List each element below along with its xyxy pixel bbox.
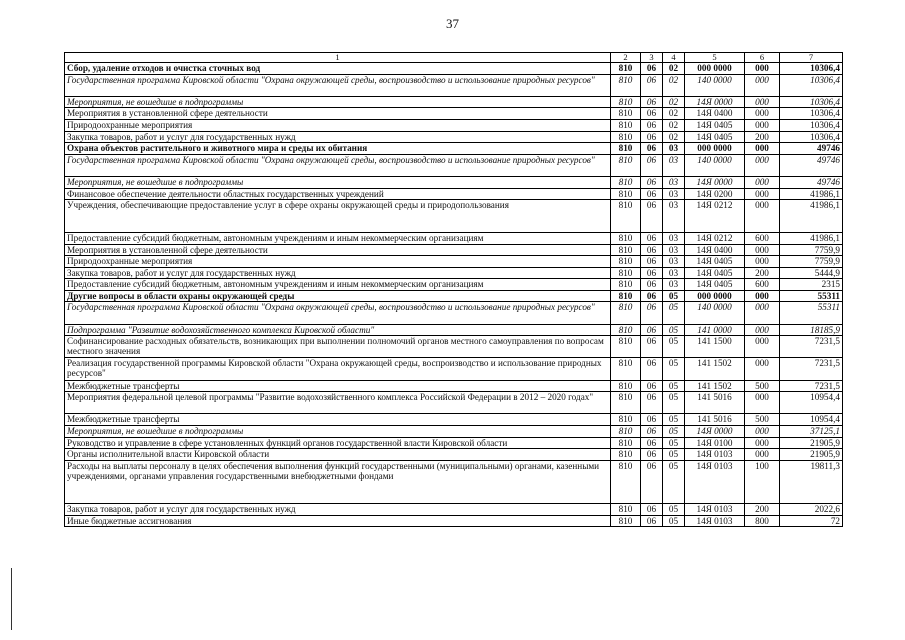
amount-cell: 19811,3	[780, 460, 843, 503]
code-gr-cell: 810	[611, 449, 641, 461]
row-label-cell: Мероприятия федеральной целевой программы "Развитие водохозяйственного комплекса Российской Федерации в 2012 – 2020 годах"	[65, 392, 611, 414]
code-vr-cell: 000	[745, 188, 780, 200]
row-label-cell: Предоставление субсидий бюджетным, автономным учреждениям и иным некоммерческим организациям	[65, 232, 611, 244]
code-rz-cell: 06	[641, 244, 663, 256]
code-rz-cell: 06	[641, 267, 663, 279]
row-label-cell: Мероприятия, не вошедшие в подпрограммы	[65, 96, 611, 108]
code-rz-cell: 06	[641, 324, 663, 336]
header-col-2: 2	[611, 53, 641, 63]
code-rz-cell: 06	[641, 200, 663, 233]
amount-cell: 55311	[780, 290, 843, 302]
code-gr-cell: 810	[611, 256, 641, 268]
amount-cell: 41986,1	[780, 232, 843, 244]
code-csr-cell: 141 1500	[685, 336, 745, 358]
amount-cell: 55311	[780, 302, 843, 324]
code-gr-cell: 810	[611, 414, 641, 426]
code-gr-cell: 810	[611, 302, 641, 324]
table-row	[65, 131, 843, 143]
code-pr-cell: 05	[663, 336, 685, 358]
header-col-3: 3	[641, 53, 663, 63]
code-csr-cell: 14Я 0405	[685, 131, 745, 143]
code-pr-cell: 02	[663, 119, 685, 131]
amount-cell: 10306,4	[780, 63, 843, 75]
table-row	[65, 256, 843, 268]
row-label-cell: Межбюджетные трансферты	[65, 414, 611, 426]
amount-cell: 49746	[780, 143, 843, 155]
code-csr-cell: 000 0000	[685, 290, 745, 302]
code-rz-cell: 06	[641, 119, 663, 131]
code-vr-cell: 600	[745, 279, 780, 291]
amount-cell: 5444,9	[780, 267, 843, 279]
table-row	[65, 290, 843, 302]
row-label-cell: Другие вопросы в области охраны окружающей среды	[65, 290, 611, 302]
code-gr-cell: 810	[611, 131, 641, 143]
table-body	[65, 63, 843, 527]
code-pr-cell: 03	[663, 154, 685, 176]
code-pr-cell: 05	[663, 504, 685, 516]
code-vr-cell: 000	[745, 176, 780, 188]
amount-cell: 2022,6	[780, 504, 843, 516]
code-pr-cell: 02	[663, 131, 685, 143]
code-vr-cell: 200	[745, 504, 780, 516]
code-vr-cell: 000	[745, 119, 780, 131]
table-row	[65, 232, 843, 244]
code-pr-cell: 05	[663, 449, 685, 461]
code-pr-cell: 05	[663, 324, 685, 336]
row-label-cell: Закупка товаров, работ и услуг для государственных нужд	[65, 504, 611, 516]
table-row	[65, 267, 843, 279]
table-row	[65, 437, 843, 449]
header-col-5: 5	[685, 53, 745, 63]
amount-cell: 49746	[780, 154, 843, 176]
code-csr-cell: 14Я 0000	[685, 176, 745, 188]
code-vr-cell: 000	[745, 63, 780, 75]
code-rz-cell: 06	[641, 279, 663, 291]
code-pr-cell: 02	[663, 63, 685, 75]
table-row	[65, 324, 843, 336]
code-vr-cell: 100	[745, 460, 780, 503]
code-csr-cell: 14Я 0103	[685, 449, 745, 461]
amount-cell: 10306,4	[780, 74, 843, 96]
code-gr-cell: 810	[611, 426, 641, 438]
amount-cell: 10306,4	[780, 131, 843, 143]
code-gr-cell: 810	[611, 336, 641, 358]
code-pr-cell: 03	[663, 244, 685, 256]
code-csr-cell: 14Я 0405	[685, 279, 745, 291]
code-pr-cell: 05	[663, 414, 685, 426]
table-row	[65, 380, 843, 392]
row-label-cell: Руководство и управление в сфере установленных функций органов государственной власти Кировской области	[65, 437, 611, 449]
code-gr-cell: 810	[611, 154, 641, 176]
code-vr-cell: 000	[745, 244, 780, 256]
code-csr-cell: 141 5016	[685, 414, 745, 426]
code-rz-cell: 06	[641, 154, 663, 176]
header-col-1: 1	[65, 53, 611, 63]
code-gr-cell: 810	[611, 324, 641, 336]
amount-cell: 7231,5	[780, 336, 843, 358]
row-label-cell: Сбор, удаление отходов и очистка сточных вод	[65, 63, 611, 75]
code-gr-cell: 810	[611, 437, 641, 449]
table-row	[65, 460, 843, 503]
code-rz-cell: 06	[641, 108, 663, 120]
code-rz-cell: 06	[641, 426, 663, 438]
code-vr-cell: 000	[745, 437, 780, 449]
row-label-cell: Софинансирование расходных обязательств, возникающих при выполнении полномочий органов местного самоуправления по вопросам местного значения	[65, 336, 611, 358]
code-vr-cell: 000	[745, 154, 780, 176]
code-gr-cell: 810	[611, 460, 641, 503]
budget-table	[64, 52, 843, 527]
code-pr-cell: 05	[663, 426, 685, 438]
row-label-cell: Реализация государственной программы Кировской области "Охрана окружающей среды, воспроизводство и использование природных ресурсов"	[65, 358, 611, 380]
code-rz-cell: 06	[641, 188, 663, 200]
code-vr-cell: 200	[745, 267, 780, 279]
code-pr-cell: 03	[663, 188, 685, 200]
table-row	[65, 63, 843, 75]
table-row	[65, 358, 843, 380]
code-csr-cell: 14Я 0103	[685, 460, 745, 503]
row-label-cell: Государственная программа Кировской области "Охрана окружающей среды, воспроизводство и использование природных ресурсов"	[65, 74, 611, 96]
code-rz-cell: 06	[641, 232, 663, 244]
row-label-cell: Охрана объектов растительного и животного мира и среды их обитания	[65, 143, 611, 155]
header-col-6: 6	[745, 53, 780, 63]
amount-cell: 10954,4	[780, 392, 843, 414]
code-pr-cell: 03	[663, 143, 685, 155]
code-gr-cell: 810	[611, 267, 641, 279]
code-csr-cell: 14Я 0103	[685, 504, 745, 516]
code-rz-cell: 06	[641, 392, 663, 414]
code-gr-cell: 810	[611, 108, 641, 120]
code-rz-cell: 06	[641, 380, 663, 392]
code-pr-cell: 02	[663, 96, 685, 108]
code-csr-cell: 140 0000	[685, 154, 745, 176]
amount-cell: 18185,9	[780, 324, 843, 336]
code-gr-cell: 810	[611, 358, 641, 380]
amount-cell: 7759,9	[780, 256, 843, 268]
code-rz-cell: 06	[641, 74, 663, 96]
code-csr-cell: 14Я 0405	[685, 256, 745, 268]
code-rz-cell: 06	[641, 460, 663, 503]
code-csr-cell: 141 0000	[685, 324, 745, 336]
code-pr-cell: 02	[663, 108, 685, 120]
code-pr-cell: 05	[663, 358, 685, 380]
code-gr-cell: 810	[611, 74, 641, 96]
margin-line	[11, 568, 12, 630]
table-row	[65, 302, 843, 324]
table-row	[65, 414, 843, 426]
table-row	[65, 244, 843, 256]
code-vr-cell: 000	[745, 108, 780, 120]
code-gr-cell: 810	[611, 504, 641, 516]
code-vr-cell: 800	[745, 515, 780, 527]
code-rz-cell: 06	[641, 290, 663, 302]
code-rz-cell: 06	[641, 515, 663, 527]
code-vr-cell: 000	[745, 290, 780, 302]
code-gr-cell: 810	[611, 279, 641, 291]
amount-cell: 49746	[780, 176, 843, 188]
row-label-cell: Мероприятия, не вошедшие в подпрограммы	[65, 426, 611, 438]
code-rz-cell: 06	[641, 449, 663, 461]
code-csr-cell: 14Я 0100	[685, 437, 745, 449]
table-row	[65, 392, 843, 414]
code-csr-cell: 140 0000	[685, 302, 745, 324]
code-csr-cell: 141 5016	[685, 392, 745, 414]
amount-cell: 41986,1	[780, 188, 843, 200]
code-vr-cell: 000	[745, 200, 780, 233]
code-vr-cell: 000	[745, 336, 780, 358]
amount-cell: 7231,5	[780, 380, 843, 392]
code-vr-cell: 000	[745, 143, 780, 155]
code-rz-cell: 06	[641, 143, 663, 155]
code-rz-cell: 06	[641, 302, 663, 324]
code-pr-cell: 05	[663, 460, 685, 503]
amount-cell: 72	[780, 515, 843, 527]
code-vr-cell: 000	[745, 449, 780, 461]
amount-cell: 37125,1	[780, 426, 843, 438]
code-csr-cell: 000 0000	[685, 63, 745, 75]
code-csr-cell: 141 1502	[685, 380, 745, 392]
code-vr-cell: 500	[745, 380, 780, 392]
code-vr-cell: 000	[745, 324, 780, 336]
row-label-cell: Закупка товаров, работ и услуг для государственных нужд	[65, 267, 611, 279]
code-pr-cell: 05	[663, 302, 685, 324]
row-label-cell: Расходы на выплаты персоналу в целях обеспечения выполнения функций государственными (муниципальными) органами, казенными учреждениями, органами управления государственными внебюджетными фондами	[65, 460, 611, 503]
table-row	[65, 336, 843, 358]
row-label-cell: Государственная программа Кировской области "Охрана окружающей среды, воспроизводство и использование природных ресурсов"	[65, 302, 611, 324]
code-pr-cell: 03	[663, 267, 685, 279]
table-row	[65, 143, 843, 155]
row-label-cell: Учреждения, обеспечивающие предоставление услуг в сфере охраны окружающей среды и природопользования	[65, 200, 611, 233]
code-gr-cell: 810	[611, 119, 641, 131]
table-row	[65, 279, 843, 291]
code-csr-cell: 14Я 0000	[685, 96, 745, 108]
code-csr-cell: 14Я 0200	[685, 188, 745, 200]
code-gr-cell: 810	[611, 63, 641, 75]
amount-cell: 10306,4	[780, 119, 843, 131]
code-pr-cell: 03	[663, 200, 685, 233]
code-gr-cell: 810	[611, 290, 641, 302]
table-row	[65, 504, 843, 516]
code-rz-cell: 06	[641, 504, 663, 516]
code-csr-cell: 14Я 0212	[685, 232, 745, 244]
row-label-cell: Закупка товаров, работ и услуг для государственных нужд	[65, 131, 611, 143]
code-csr-cell: 14Я 0212	[685, 200, 745, 233]
code-gr-cell: 810	[611, 515, 641, 527]
code-gr-cell: 810	[611, 232, 641, 244]
code-vr-cell: 000	[745, 74, 780, 96]
code-rz-cell: 06	[641, 414, 663, 426]
row-label-cell: Мероприятия в установленной сфере деятельности	[65, 244, 611, 256]
code-vr-cell: 000	[745, 302, 780, 324]
table-row	[65, 119, 843, 131]
code-rz-cell: 06	[641, 358, 663, 380]
code-pr-cell: 05	[663, 392, 685, 414]
row-label-cell: Предоставление субсидий бюджетным, автономным учреждениям и иным некоммерческим организациям	[65, 279, 611, 291]
code-rz-cell: 06	[641, 336, 663, 358]
code-pr-cell: 03	[663, 256, 685, 268]
table-row	[65, 188, 843, 200]
code-csr-cell: 14Я 0400	[685, 244, 745, 256]
code-vr-cell: 000	[745, 358, 780, 380]
table-row	[65, 96, 843, 108]
code-pr-cell: 02	[663, 74, 685, 96]
code-gr-cell: 810	[611, 96, 641, 108]
row-label-cell: Межбюджетные трансферты	[65, 380, 611, 392]
table-row	[65, 449, 843, 461]
code-pr-cell: 05	[663, 380, 685, 392]
code-rz-cell: 06	[641, 176, 663, 188]
code-rz-cell: 06	[641, 256, 663, 268]
row-label-cell: Мероприятия в установленной сфере деятельности	[65, 108, 611, 120]
code-pr-cell: 03	[663, 176, 685, 188]
code-vr-cell: 000	[745, 256, 780, 268]
amount-cell: 21905,9	[780, 437, 843, 449]
amount-cell: 21905,9	[780, 449, 843, 461]
table-row	[65, 108, 843, 120]
code-csr-cell: 141 1502	[685, 358, 745, 380]
code-vr-cell: 000	[745, 96, 780, 108]
row-label-cell: Органы исполнительной власти Кировской области	[65, 449, 611, 461]
code-gr-cell: 810	[611, 143, 641, 155]
row-label-cell: Мероприятия, не вошедшие в подпрограммы	[65, 176, 611, 188]
code-rz-cell: 06	[641, 437, 663, 449]
code-csr-cell: 14Я 0000	[685, 426, 745, 438]
row-label-cell: Подпрограмма "Развитие водохозяйственного комплекса Кировской области"	[65, 324, 611, 336]
code-vr-cell: 600	[745, 232, 780, 244]
row-label-cell: Государственная программа Кировской области "Охрана окружающей среды, воспроизводство и использование природных ресурсов"	[65, 154, 611, 176]
code-csr-cell: 14Я 0405	[685, 267, 745, 279]
code-vr-cell: 200	[745, 131, 780, 143]
page-number: 37	[446, 16, 459, 31]
code-csr-cell: 14Я 0103	[685, 515, 745, 527]
row-label-cell: Природоохранные мероприятия	[65, 119, 611, 131]
table-header-row	[65, 53, 843, 63]
code-csr-cell: 14Я 0400	[685, 108, 745, 120]
code-pr-cell: 03	[663, 279, 685, 291]
code-rz-cell: 06	[641, 131, 663, 143]
table-row	[65, 154, 843, 176]
code-gr-cell: 810	[611, 380, 641, 392]
code-csr-cell: 000 0000	[685, 143, 745, 155]
code-vr-cell: 000	[745, 392, 780, 414]
code-pr-cell: 05	[663, 437, 685, 449]
amount-cell: 10306,4	[780, 96, 843, 108]
code-gr-cell: 810	[611, 200, 641, 233]
code-pr-cell: 03	[663, 232, 685, 244]
code-gr-cell: 810	[611, 188, 641, 200]
amount-cell: 7231,5	[780, 358, 843, 380]
table-row	[65, 74, 843, 96]
amount-cell: 10954,4	[780, 414, 843, 426]
code-csr-cell: 140 0000	[685, 74, 745, 96]
table-row	[65, 426, 843, 438]
code-pr-cell: 05	[663, 515, 685, 527]
amount-cell: 2315	[780, 279, 843, 291]
row-label-cell: Иные бюджетные ассигнования	[65, 515, 611, 527]
table-row	[65, 515, 843, 527]
amount-cell: 7759,9	[780, 244, 843, 256]
amount-cell: 41986,1	[780, 200, 843, 233]
header-col-4: 4	[663, 53, 685, 63]
row-label-cell: Финансовое обеспечение деятельности областных государственных учреждений	[65, 188, 611, 200]
code-vr-cell: 000	[745, 426, 780, 438]
amount-cell: 10306,4	[780, 108, 843, 120]
header-col-7: 7	[780, 53, 843, 63]
code-pr-cell: 05	[663, 290, 685, 302]
code-gr-cell: 810	[611, 244, 641, 256]
code-gr-cell: 810	[611, 176, 641, 188]
code-rz-cell: 06	[641, 96, 663, 108]
table-row	[65, 200, 843, 233]
code-vr-cell: 500	[745, 414, 780, 426]
table-row	[65, 176, 843, 188]
code-csr-cell: 14Я 0405	[685, 119, 745, 131]
code-gr-cell: 810	[611, 392, 641, 414]
row-label-cell: Природоохранные мероприятия	[65, 256, 611, 268]
code-rz-cell: 06	[641, 63, 663, 75]
